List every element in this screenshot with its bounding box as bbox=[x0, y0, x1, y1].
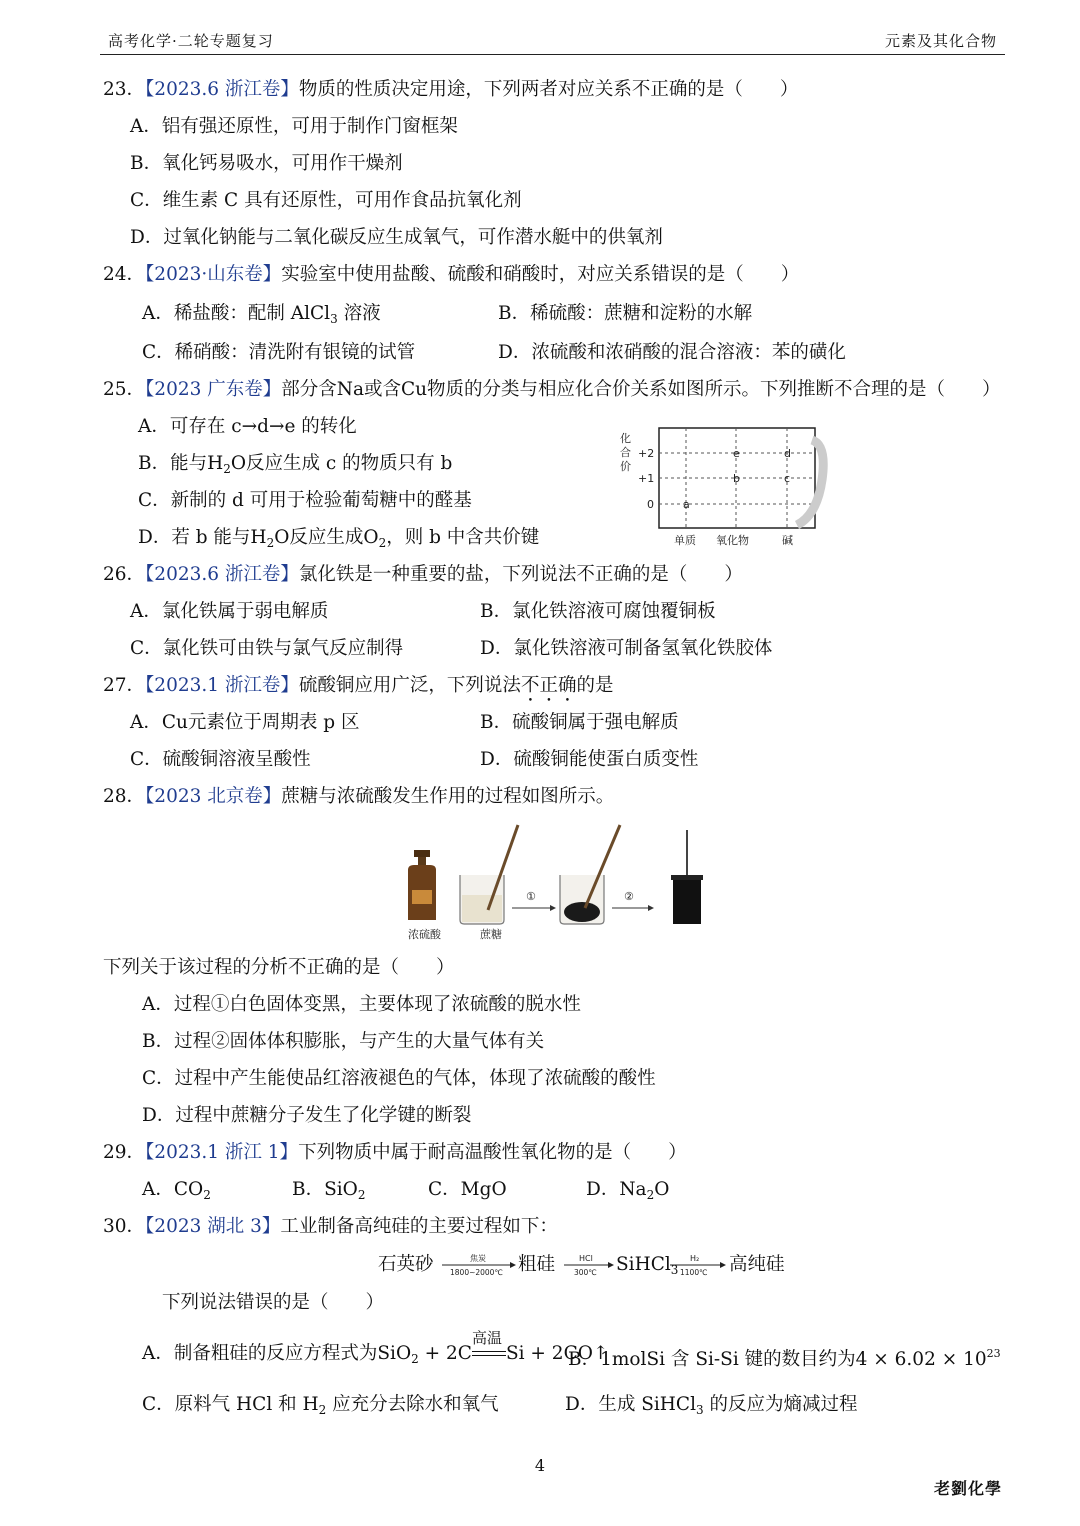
q28-ask: 下列关于该过程的分析不正确的是（ ） bbox=[103, 957, 455, 978]
q30-c-text: C．原料气 HCl 和 H bbox=[142, 1394, 319, 1415]
q25-d-mid: O反应生成O bbox=[274, 527, 379, 548]
expanded-carbon-icon bbox=[671, 830, 703, 924]
q28-option-a: A．过程①白色固体变黑，主要体现了浓硫酸的脱水性 bbox=[142, 994, 581, 1015]
q29-text: 下列物质中属于耐高温酸性氧化物的是（ ） bbox=[298, 1142, 687, 1163]
q25-number: 25． bbox=[103, 379, 146, 400]
q30-a-cond-line2 bbox=[472, 1355, 506, 1356]
q26-option-a: A．氯化铁属于弱电解质 bbox=[130, 601, 329, 622]
q27-text-post: 的是 bbox=[576, 675, 614, 696]
q27-option-c: C．硫酸铜溶液呈酸性 bbox=[130, 749, 311, 770]
flow-step-pure-si: 高纯硅 bbox=[729, 1254, 785, 1275]
q24-option-d: D．浓硫酸和浓硝酸的混合溶液：苯的磺化 bbox=[498, 342, 846, 363]
q30-b-text: B．1molSi 含 Si-Si 键的数目约为4 × 6.02 × 10 bbox=[568, 1349, 987, 1370]
q27-option-d: D．硫酸铜能使蛋白质变性 bbox=[480, 749, 699, 770]
q23-stem bbox=[103, 78, 798, 102]
chart-ylabel-3: 价 bbox=[620, 460, 631, 473]
q24-stem bbox=[103, 263, 799, 287]
q24-a-sub: 3 bbox=[330, 312, 338, 326]
q23-number: 23． bbox=[103, 79, 146, 100]
q24-source: 【2023·山东卷】 bbox=[145, 264, 282, 285]
q25-source: 【2023 广东卷】 bbox=[145, 379, 282, 400]
q26-source: 【2023.6 浙江卷】 bbox=[145, 564, 299, 585]
fig-label-acid: 浓硫酸 bbox=[408, 928, 441, 941]
flow-cond-1-top: 焦炭 bbox=[470, 1254, 486, 1263]
q30-b-sup: 23 bbox=[986, 1347, 1001, 1360]
flow-step-quartz: 石英砂 bbox=[378, 1254, 434, 1275]
flow-step-crude-si: 粗硅 bbox=[518, 1254, 556, 1275]
beaker-black-solid-icon bbox=[560, 825, 620, 924]
q29-d-post: O bbox=[654, 1179, 670, 1200]
q25-option-b bbox=[138, 452, 452, 481]
q30-text: 工业制备高纯硅的主要过程如下： bbox=[280, 1216, 558, 1237]
xtick-elemental: 单质 bbox=[674, 534, 696, 547]
q25-b-sub: 2 bbox=[223, 462, 231, 476]
q28-text: 蔗糖与浓硫酸发生作用的过程如图所示。 bbox=[281, 786, 615, 807]
q25-option-d bbox=[138, 526, 539, 555]
q29-option-b bbox=[292, 1178, 366, 1207]
fig-label-sucrose: 蔗糖 bbox=[480, 928, 502, 941]
q24-option-c: C．稀硝酸：清洗附有银镜的试管 bbox=[142, 342, 416, 363]
q23-text: 物质的性质决定用途，下列两者对应关系不正确的是（ ） bbox=[298, 79, 799, 100]
q27-option-a: A．Cu元素位于周期表 p 区 bbox=[130, 712, 360, 733]
ytick-plus2: +2 bbox=[638, 447, 655, 460]
q27-emphasis: 不正确 bbox=[520, 675, 577, 696]
flow-cond-3-top: H₂ bbox=[690, 1254, 700, 1263]
q24-a-post: 溶液 bbox=[337, 303, 381, 324]
q30-number: 30． bbox=[103, 1216, 146, 1237]
step1-label: ① bbox=[526, 890, 536, 903]
q30-source: 【2023 湖北 3】 bbox=[145, 1216, 281, 1237]
q30-d-text: D．生成 SiHCl bbox=[565, 1394, 697, 1415]
q30-a-post: Si + 2CO↑ bbox=[505, 1343, 609, 1364]
q30-a-cond-text: 高温 bbox=[471, 1329, 502, 1347]
point-e: e bbox=[733, 447, 740, 460]
q28-option-b: B．过程②固体体积膨胀，与产生的大量气体有关 bbox=[142, 1031, 545, 1052]
q29-option-a bbox=[142, 1178, 211, 1207]
flow-sihcl3-text: SiHCl bbox=[616, 1254, 671, 1275]
q30-option-a bbox=[142, 1329, 609, 1371]
q24-a-text: A．稀盐酸：配制 AlCl bbox=[142, 303, 331, 324]
q25-b-post: O反应生成 c 的物质只有 b bbox=[230, 453, 453, 474]
q29-b-text: B．SiO bbox=[292, 1179, 358, 1200]
flow-cond-1-bottom: 1800~2000℃ bbox=[450, 1268, 503, 1277]
q30-option-b bbox=[568, 1342, 1001, 1372]
point-d: d bbox=[784, 447, 791, 460]
q26-number: 26． bbox=[103, 564, 146, 585]
q30-a-condition bbox=[471, 1329, 506, 1366]
q26-stem bbox=[103, 563, 743, 587]
q25-option-c: C．新制的 d 可用于检验葡萄糖中的醛基 bbox=[138, 490, 472, 511]
q29-stem bbox=[103, 1141, 687, 1165]
q30-a-sub: 2 bbox=[411, 1352, 419, 1366]
point-a: a bbox=[683, 498, 690, 511]
arrow-step2-head bbox=[648, 905, 654, 911]
q24-option-a bbox=[142, 302, 381, 331]
q29-a-text: A．CO bbox=[142, 1179, 204, 1200]
q26-option-c: C．氯化铁可由铁与氯气反应制得 bbox=[130, 638, 404, 659]
q24-text: 实验室中使用盐酸、硫酸和硝酸时，对应关系错误的是（ ） bbox=[281, 264, 800, 285]
q26-option-d: D．氯化铁溶液可制备氢氧化铁胶体 bbox=[480, 638, 773, 659]
q25-stem bbox=[103, 378, 1001, 402]
q25-d-post: ，则 b 中含共价键 bbox=[386, 527, 540, 548]
q28-source: 【2023 北京卷】 bbox=[145, 786, 282, 807]
point-c: c bbox=[784, 472, 791, 485]
q30-a-mid: + 2C bbox=[418, 1343, 472, 1364]
q28-stem bbox=[103, 785, 614, 809]
q29-option-c: C．MgO bbox=[428, 1179, 507, 1200]
q23-option-b: B．氧化钙易吸水，可用作干燥剂 bbox=[130, 153, 403, 174]
header-right-title: 元素及其化合物 bbox=[884, 32, 997, 50]
q29-option-d bbox=[586, 1178, 669, 1207]
q24-option-b: B．稀硫酸：蔗糖和淀粉的水解 bbox=[498, 303, 753, 324]
page-header bbox=[100, 28, 1005, 55]
q30-c-sub: 2 bbox=[318, 1403, 327, 1417]
flow-arrow-2 bbox=[562, 1252, 614, 1278]
xtick-oxide: 氧化物 bbox=[716, 534, 749, 547]
arrow-step1-head bbox=[550, 905, 556, 911]
acid-bottle-icon bbox=[408, 850, 436, 920]
q23-option-a: A．铝有强还原性，可用于制作门窗框架 bbox=[130, 116, 458, 137]
q25-option-a: A．可存在 c→d→e 的转化 bbox=[138, 416, 357, 437]
q29-d-text: D．Na bbox=[586, 1179, 647, 1200]
header-left-title: 高考化学·二轮专题复习 bbox=[108, 32, 274, 50]
q28-number: 28． bbox=[103, 786, 146, 807]
q29-number: 29． bbox=[103, 1142, 146, 1163]
beaker-sucrose-icon bbox=[460, 825, 518, 924]
q30-d-post: 的反应为熵减过程 bbox=[703, 1394, 858, 1415]
sucrose-sulfuric-acid-figure bbox=[400, 820, 710, 945]
q29-source: 【2023.1 浙江 1】 bbox=[145, 1142, 299, 1163]
q29-b-sub: 2 bbox=[357, 1188, 366, 1202]
q30-stem bbox=[103, 1215, 558, 1239]
step2-label: ② bbox=[624, 890, 634, 903]
q25-d-text: D．若 b 能与H bbox=[138, 527, 267, 548]
q30-c-post: 应充分去除水和氧气 bbox=[326, 1394, 499, 1415]
chart-ylabel-2: 合 bbox=[620, 446, 631, 459]
q25-d-sub1: 2 bbox=[266, 536, 275, 550]
brand-mark: 老劉化學 bbox=[933, 1479, 1002, 1498]
valence-classification-chart bbox=[612, 420, 832, 550]
q23-option-d: D．过氧化钠能与二氧化碳反应生成氧气，可作潜水艇中的供氧剂 bbox=[130, 227, 663, 248]
page-number: 4 bbox=[534, 1456, 546, 1475]
point-b: b bbox=[733, 472, 740, 485]
q25-b-text: B．能与H bbox=[138, 453, 224, 474]
q29-a-sub: 2 bbox=[203, 1188, 211, 1202]
q30-ask: 下列说法错误的是（ ） bbox=[162, 1292, 385, 1313]
q26-text: 氯化铁是一种重要的盐，下列说法不正确的是（ ） bbox=[298, 564, 743, 585]
q23-source: 【2023.6 浙江卷】 bbox=[145, 79, 299, 100]
q26-option-b: B．氯化铁溶液可腐蚀覆铜板 bbox=[480, 601, 716, 622]
flow-arrow-3 bbox=[668, 1252, 726, 1278]
ytick-zero: 0 bbox=[647, 498, 654, 511]
q27-text: 硫酸铜应用广泛，下列说法 bbox=[298, 675, 521, 696]
q27-number: 27． bbox=[103, 675, 146, 696]
q28-option-c: C．过程中产生能使品红溶液褪色的气体，体现了浓硫酸的酸性 bbox=[142, 1068, 656, 1089]
chart-ylabel-1: 化 bbox=[620, 432, 631, 445]
q23-option-c: C．维生素 C 具有还原性，可用作食品抗氧化剂 bbox=[130, 190, 522, 211]
q27-source: 【2023.1 浙江卷】 bbox=[145, 675, 299, 696]
q27-stem bbox=[103, 674, 613, 706]
q30-option-d bbox=[565, 1393, 858, 1422]
flow-cond-3-bottom: 1100℃ bbox=[680, 1268, 708, 1277]
q30-a-cond-line1 bbox=[472, 1351, 506, 1352]
q30-d-sub: 3 bbox=[696, 1403, 704, 1417]
flow-cond-2-bottom: 300℃ bbox=[574, 1268, 597, 1277]
q24-number: 24． bbox=[103, 264, 146, 285]
q30-a-text: A．制备粗硅的反应方程式为SiO bbox=[142, 1343, 412, 1364]
q30-option-c bbox=[142, 1393, 499, 1422]
q25-text: 部分含Na或含Cu物质的分类与相应化合价关系如图所示。下列推断不合理的是（ ） bbox=[281, 379, 1001, 400]
xtick-base: 碱 bbox=[782, 534, 793, 547]
q27-option-b: B．硫酸铜属于强电解质 bbox=[480, 712, 679, 733]
flow-sihcl3-sub: 3 bbox=[670, 1263, 679, 1277]
q25-d-sub2: 2 bbox=[378, 536, 387, 550]
ytick-plus1: +1 bbox=[638, 472, 655, 485]
q28-option-d: D．过程中蔗糖分子发生了化学键的断裂 bbox=[142, 1105, 472, 1126]
q29-d-sub: 2 bbox=[646, 1188, 655, 1202]
flow-arrow-1 bbox=[440, 1252, 516, 1278]
flow-cond-2-top: HCl bbox=[579, 1254, 593, 1263]
